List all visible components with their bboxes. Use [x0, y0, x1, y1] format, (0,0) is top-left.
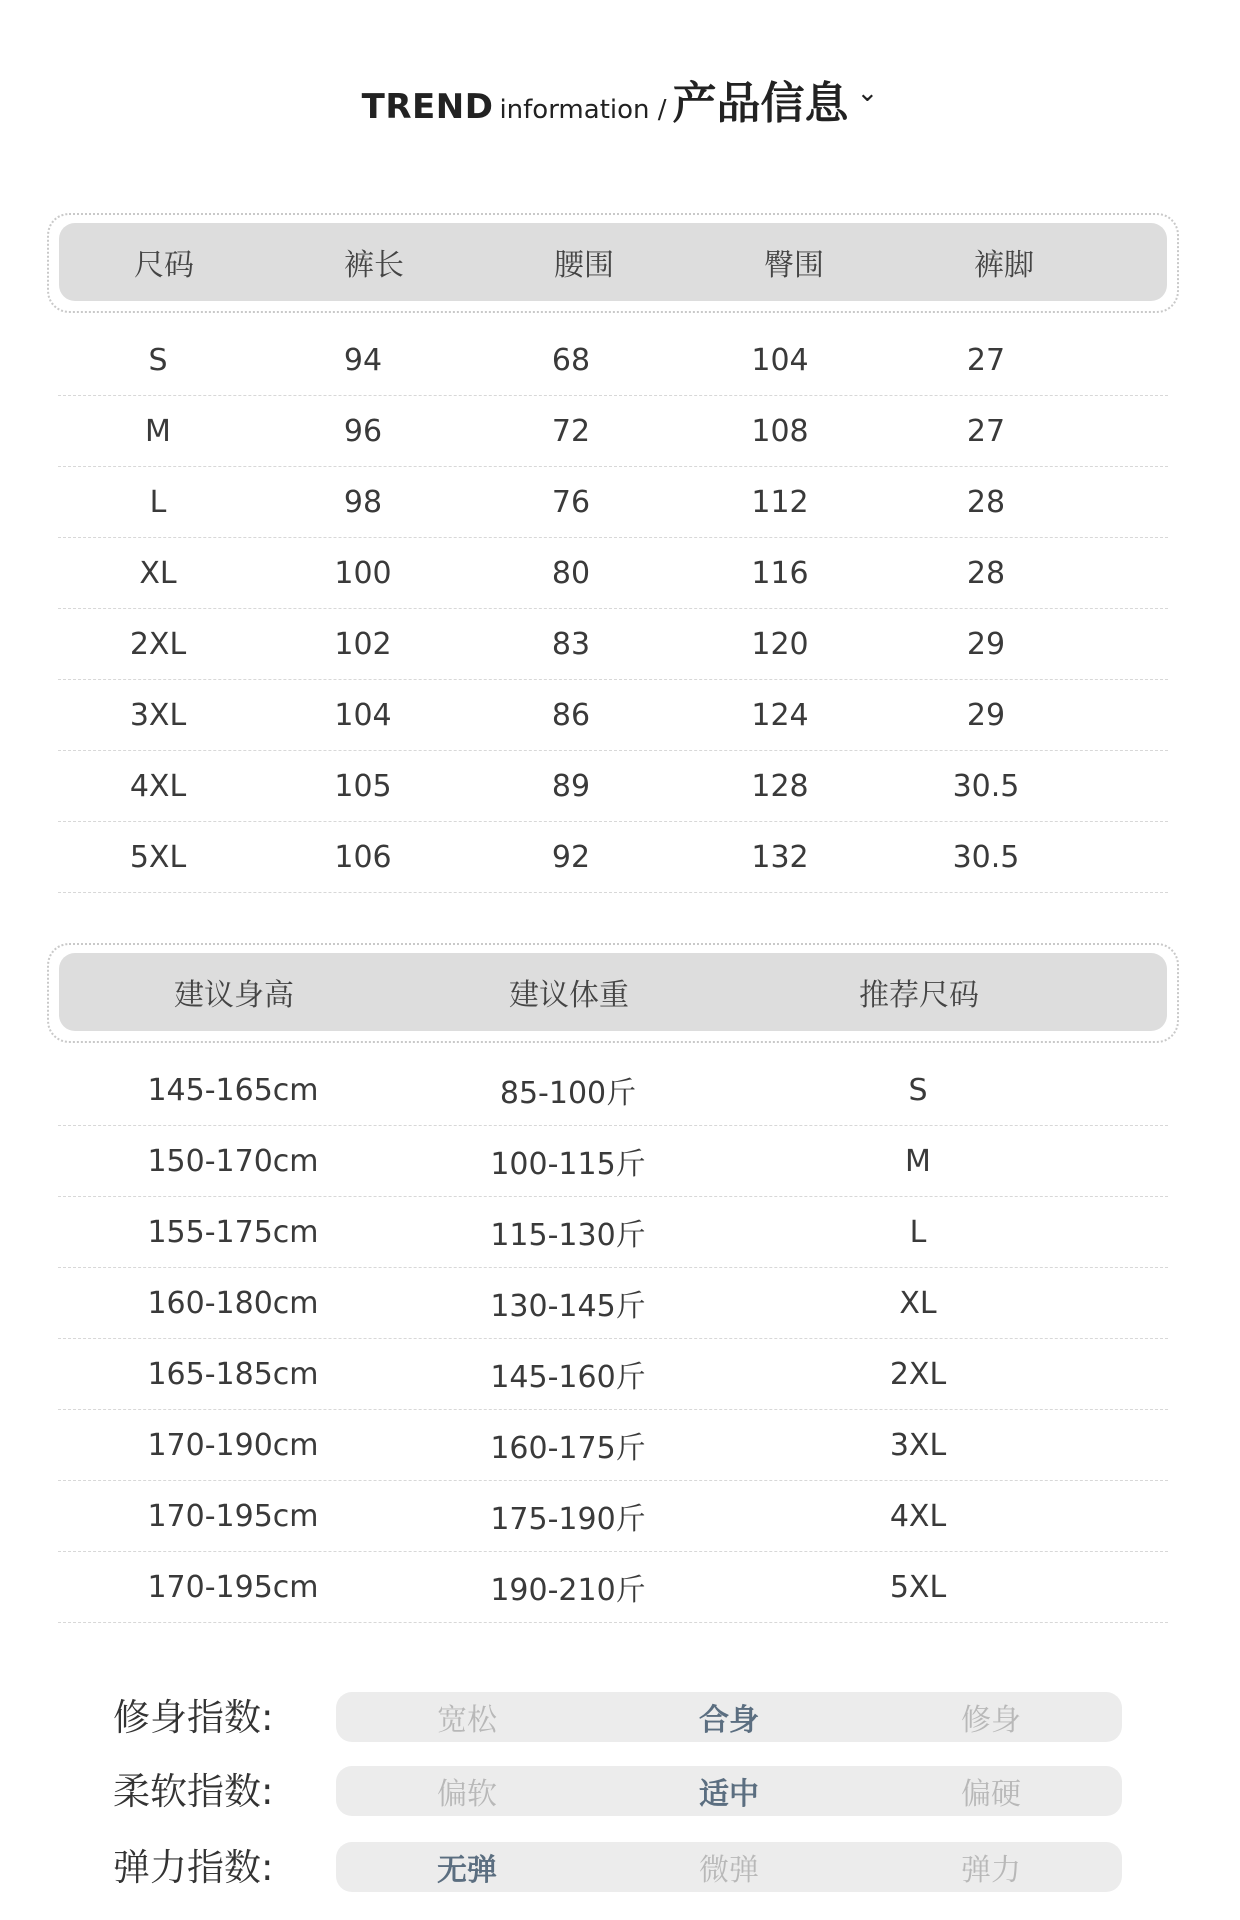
size-table-cell: 102	[334, 626, 392, 662]
size-table-row	[58, 680, 1168, 751]
index-option: 弹力	[961, 1853, 1021, 1888]
index-track	[336, 1766, 1122, 1816]
index-row	[113, 1692, 1123, 1744]
recommend-table-cell: 160-175斤	[490, 1431, 646, 1466]
recommend-table-cell: 160-180cm	[147, 1285, 319, 1321]
size-table-cell: 28	[966, 484, 1006, 520]
recommend-table-cell: 165-185cm	[147, 1356, 319, 1392]
index-row	[113, 1842, 1123, 1894]
index-option: 宽松	[437, 1703, 497, 1738]
recommend-col-header: 建议体重	[509, 978, 629, 1013]
size-table-row	[58, 822, 1168, 893]
size-table-row	[58, 325, 1168, 396]
recommend-table-cell: 170-195cm	[147, 1569, 319, 1605]
recommend-table-row	[58, 1055, 1168, 1126]
size-table-header-bar	[59, 223, 1167, 301]
index-row	[113, 1766, 1123, 1818]
index-option-selected: 适中	[699, 1777, 759, 1812]
recommend-table-cell: 2XL	[889, 1356, 947, 1392]
recommend-table-cell: 115-130斤	[490, 1218, 646, 1253]
size-table-cell: L	[149, 484, 167, 520]
size-table-cell: 83	[551, 626, 591, 662]
index-option: 微弹	[699, 1853, 759, 1888]
recommend-table-header-bar	[59, 953, 1167, 1031]
index-option-selected: 合身	[699, 1703, 759, 1738]
index-label: 修身指数:	[113, 1696, 274, 1739]
size-table-cell: S	[148, 342, 168, 378]
size-table-cell: 100	[334, 555, 392, 591]
size-table-cell: 68	[551, 342, 591, 378]
recommend-table-row	[58, 1339, 1168, 1410]
index-track	[336, 1842, 1122, 1892]
size-table-cell: 3XL	[129, 697, 187, 733]
size-table-cell: 76	[551, 484, 591, 520]
recommend-table-cell: 155-175cm	[147, 1214, 319, 1250]
recommend-table-cell: 3XL	[889, 1427, 947, 1463]
size-table-cell: 29	[966, 626, 1006, 662]
size-table-cell: 30.5	[952, 768, 1020, 804]
size-table-cell: 27	[966, 342, 1006, 378]
size-table-cell: 92	[551, 839, 591, 875]
size-table-cell: M	[145, 413, 171, 449]
size-table-cell: 28	[966, 555, 1006, 591]
size-table-cell: 128	[751, 768, 809, 804]
size-table-cell: 106	[334, 839, 392, 875]
size-col-header: 腰围	[554, 248, 614, 283]
size-table-cell: 4XL	[129, 768, 187, 804]
size-table-cell: 124	[751, 697, 809, 733]
recommend-table-cell: L	[909, 1214, 927, 1250]
size-table-cell: 94	[343, 342, 383, 378]
size-table-cell: 89	[551, 768, 591, 804]
page-title	[0, 78, 1240, 129]
recommend-table-cell: 85-100斤	[499, 1076, 637, 1111]
recommend-table-row	[58, 1268, 1168, 1339]
index-option-selected: 无弹	[437, 1853, 497, 1888]
size-table-cell: 116	[751, 555, 809, 591]
size-col-header: 裤长	[344, 248, 404, 283]
recommend-table-cell: 5XL	[889, 1569, 947, 1605]
title-en-bold: TREND	[361, 87, 494, 127]
size-table-body	[58, 325, 1168, 893]
index-label: 弹力指数:	[113, 1846, 274, 1889]
size-table-cell: 86	[551, 697, 591, 733]
size-table-cell: 120	[751, 626, 809, 662]
index-track	[336, 1692, 1122, 1742]
size-table-row	[58, 751, 1168, 822]
recommend-table-header	[47, 943, 1179, 1043]
recommend-table-cell: 145-165cm	[147, 1072, 319, 1108]
size-table-row	[58, 609, 1168, 680]
size-table-cell: 27	[966, 413, 1006, 449]
recommend-table-cell: M	[905, 1143, 931, 1179]
index-label: 柔软指数:	[113, 1770, 274, 1813]
recommend-col-header: 建议身高	[174, 978, 294, 1013]
recommend-table-cell: XL	[899, 1285, 937, 1321]
index-option: 修身	[961, 1703, 1021, 1738]
recommend-table-cell: S	[908, 1072, 928, 1108]
size-table-row	[58, 467, 1168, 538]
size-table-row	[58, 396, 1168, 467]
recommend-table-cell: 170-190cm	[147, 1427, 319, 1463]
size-table-cell: 96	[343, 413, 383, 449]
recommend-table-row	[58, 1481, 1168, 1552]
size-table-cell: 72	[551, 413, 591, 449]
index-option: 偏软	[437, 1777, 497, 1812]
size-table-row	[58, 538, 1168, 609]
size-table-cell: 104	[334, 697, 392, 733]
recommend-table-cell: 175-190斤	[490, 1502, 646, 1537]
size-table-cell: 98	[343, 484, 383, 520]
recommend-table-row	[58, 1552, 1168, 1623]
size-table-cell: XL	[139, 555, 177, 591]
size-col-header: 臀围	[764, 248, 824, 283]
chevron-down-icon: ⌄	[856, 78, 879, 108]
size-table-cell: 108	[751, 413, 809, 449]
size-table-cell: 5XL	[129, 839, 187, 875]
recommend-table-cell: 170-195cm	[147, 1498, 319, 1534]
size-table-cell: 2XL	[129, 626, 187, 662]
recommend-col-header: 推荐尺码	[859, 978, 979, 1013]
recommend-table-cell: 4XL	[889, 1498, 947, 1534]
recommend-table-row	[58, 1410, 1168, 1481]
recommend-table-cell: 145-160斤	[490, 1360, 646, 1395]
recommend-table-cell: 150-170cm	[147, 1143, 319, 1179]
size-col-header: 裤脚	[974, 248, 1034, 283]
size-table-cell: 112	[751, 484, 809, 520]
title-cn: 产品信息	[672, 78, 849, 129]
size-col-header: 尺码	[134, 248, 194, 283]
size-table-cell: 30.5	[952, 839, 1020, 875]
recommend-table-cell: 130-145斤	[490, 1289, 646, 1324]
size-table-cell: 80	[551, 555, 591, 591]
size-table-cell: 29	[966, 697, 1006, 733]
recommend-table-body	[58, 1055, 1168, 1623]
size-table-cell: 105	[334, 768, 392, 804]
recommend-table-row	[58, 1126, 1168, 1197]
size-table-header	[47, 213, 1179, 313]
recommend-table-cell: 190-210斤	[490, 1573, 646, 1608]
size-table-cell: 132	[751, 839, 809, 875]
size-table-cell: 104	[751, 342, 809, 378]
recommend-table-row	[58, 1197, 1168, 1268]
title-en-light: information /	[499, 95, 667, 125]
index-option: 偏硬	[961, 1777, 1021, 1812]
recommend-table-cell: 100-115斤	[490, 1147, 646, 1182]
